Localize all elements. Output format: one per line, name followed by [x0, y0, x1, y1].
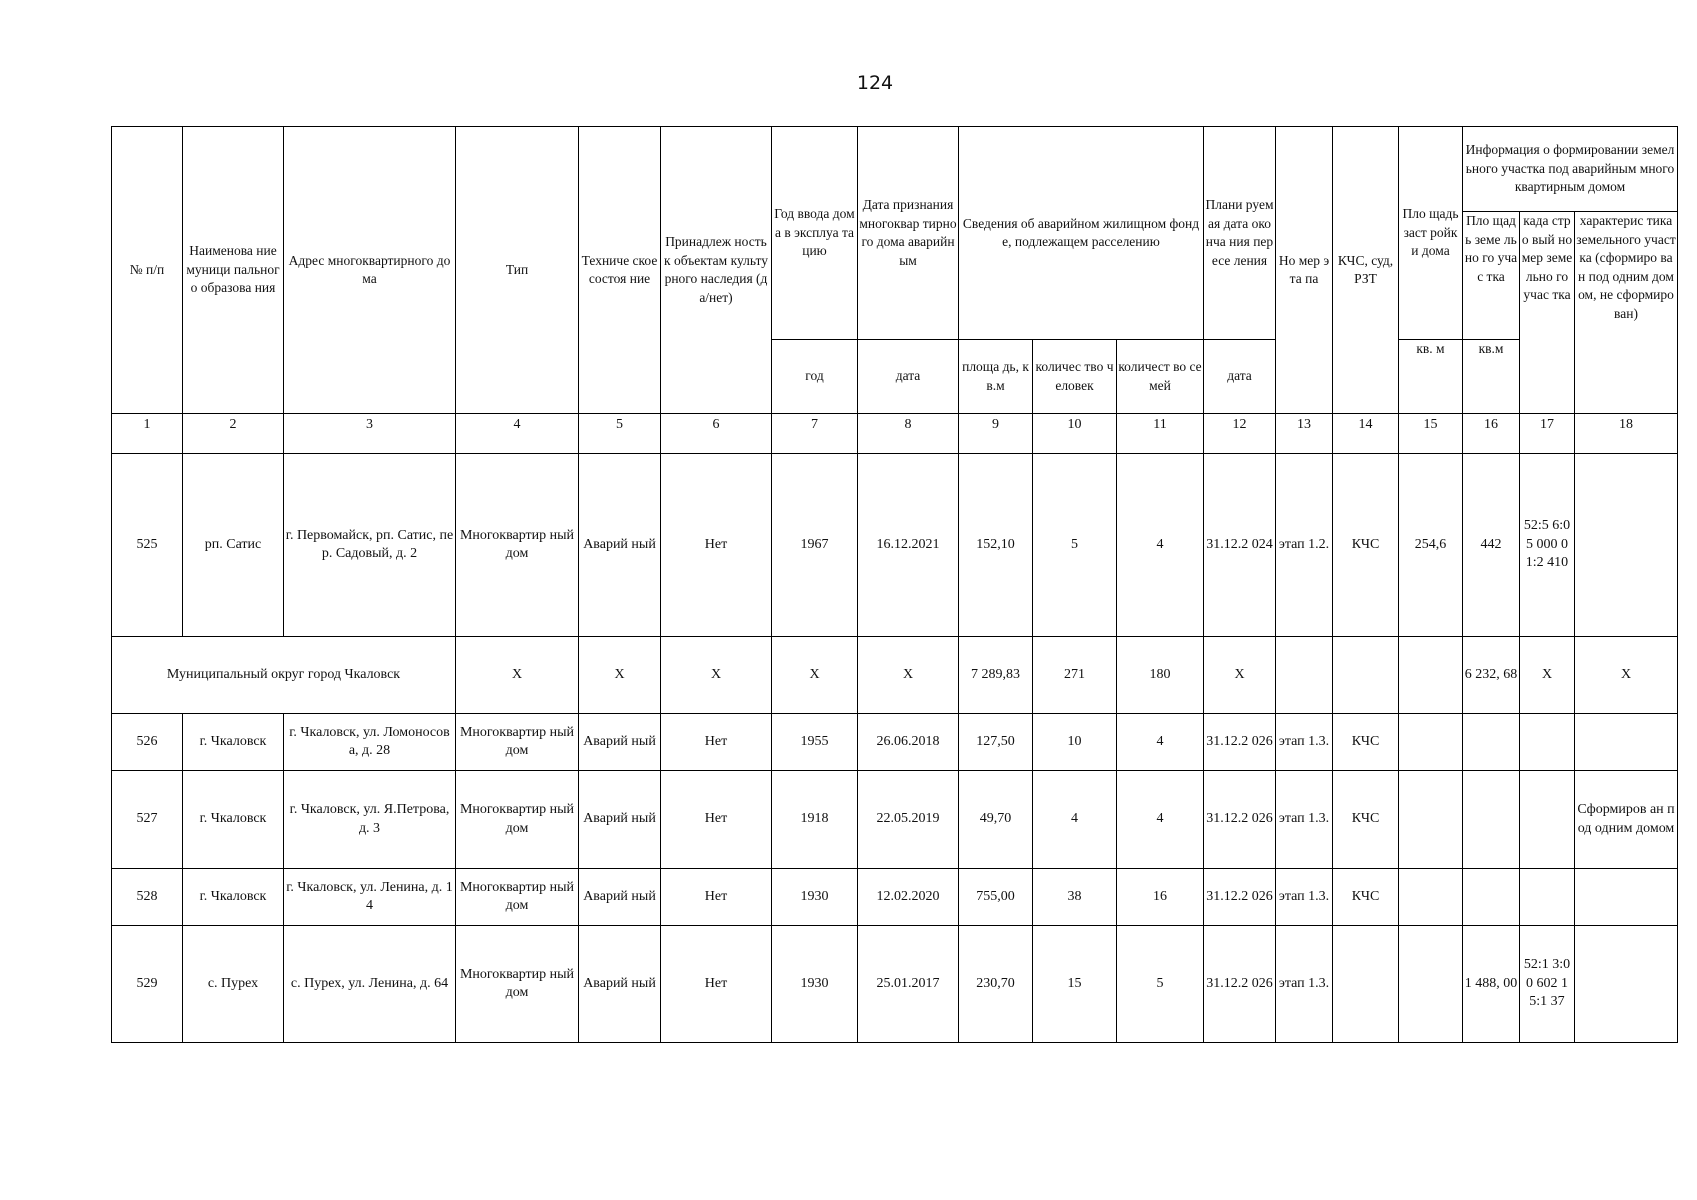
row-area: 127,50 — [959, 714, 1033, 771]
column-number: 16 — [1463, 414, 1520, 454]
subtotal-land-char: X — [1575, 637, 1678, 714]
row-land-char — [1575, 454, 1678, 637]
row-state: Аварий ный — [579, 771, 661, 869]
header-municipality: Наименова ние муници пального образова ния — [183, 127, 284, 414]
subtotal-kchs — [1333, 637, 1399, 714]
row-kchs: КЧС — [1333, 771, 1399, 869]
header-cadastre: када стро вый но мер земе льно го учас тка — [1520, 212, 1575, 414]
header-heritage: Принадлеж ность к объектам культурного наследия (да/нет) — [661, 127, 772, 414]
subtotal-cadastre: X — [1520, 637, 1575, 714]
subheader-people: количес тво человек — [1033, 340, 1117, 414]
row-date: 12.02.2020 — [858, 869, 959, 926]
row-state: Аварий ный — [579, 869, 661, 926]
header-recognition-date: Дата признания многоквар тирного дома аварийным — [858, 127, 959, 340]
row-plan-date: 31.12.2 026 — [1204, 869, 1276, 926]
header-stage: Но мер эта па — [1276, 127, 1333, 414]
row-number: 529 — [112, 926, 183, 1043]
column-number: 3 — [284, 414, 456, 454]
row-heritage: Нет — [661, 926, 772, 1043]
row-heritage: Нет — [661, 454, 772, 637]
row-land-char — [1575, 926, 1678, 1043]
row-people: 10 — [1033, 714, 1117, 771]
header-land-area: Пло щадь земе льно го учас тка — [1463, 212, 1520, 340]
row-kchs: КЧС — [1333, 869, 1399, 926]
row-address: г. Первомайск, рп. Сатис, пер. Садовый, д. 2 — [284, 454, 456, 637]
row-state: Аварий ный — [579, 454, 661, 637]
column-number: 2 — [183, 414, 284, 454]
header-fund-info: Сведения об аварийном жилищном фонде, подлежащем расселению — [959, 127, 1204, 340]
row-people: 15 — [1033, 926, 1117, 1043]
subheader-families: количест во семей — [1117, 340, 1204, 414]
subheader-area: площа дь, кв.м — [959, 340, 1033, 414]
column-number: 11 — [1117, 414, 1204, 454]
row-build-area — [1399, 714, 1463, 771]
row-municipality: с. Пурех — [183, 926, 284, 1043]
subheader-date: дата — [858, 340, 959, 414]
subtotal-area: 7 289,83 — [959, 637, 1033, 714]
row-number: 525 — [112, 454, 183, 637]
row-stage: этап 1.3. — [1276, 926, 1333, 1043]
row-plan-date: 31.12.2 024 — [1204, 454, 1276, 637]
column-number: 17 — [1520, 414, 1575, 454]
column-number: 4 — [456, 414, 579, 454]
row-families: 4 — [1117, 454, 1204, 637]
row-date: 25.01.2017 — [858, 926, 959, 1043]
row-land-area — [1463, 714, 1520, 771]
row-date: 16.12.2021 — [858, 454, 959, 637]
header-build-area: Пло щадь заст ройки дома — [1399, 127, 1463, 340]
column-number: 10 — [1033, 414, 1117, 454]
column-number: 18 — [1575, 414, 1678, 454]
row-type: Многоквартир ный дом — [456, 869, 579, 926]
column-number-row — [112, 414, 1678, 454]
row-plan-date: 31.12.2 026 — [1204, 771, 1276, 869]
header-number: № п/п — [112, 127, 183, 414]
row-state: Аварий ный — [579, 714, 661, 771]
row-municipality: г. Чкаловск — [183, 869, 284, 926]
row-land-area — [1463, 869, 1520, 926]
row-address: г. Чкаловск, ул. Ленина, д. 14 — [284, 869, 456, 926]
row-date: 26.06.2018 — [858, 714, 959, 771]
row-area: 49,70 — [959, 771, 1033, 869]
row-build-area — [1399, 771, 1463, 869]
subtotal-row — [112, 637, 1678, 714]
subheader-year: год — [772, 340, 858, 414]
column-number: 14 — [1333, 414, 1399, 454]
column-number: 13 — [1276, 414, 1333, 454]
row-people: 4 — [1033, 771, 1117, 869]
row-families: 5 — [1117, 926, 1204, 1043]
column-number: 8 — [858, 414, 959, 454]
column-number: 7 — [772, 414, 858, 454]
table-row — [112, 771, 1678, 869]
row-stage: этап 1.2. — [1276, 454, 1333, 637]
column-number: 9 — [959, 414, 1033, 454]
row-type: Многоквартир ный дом — [456, 771, 579, 869]
subtotal-label: Муниципальный округ город Чкаловск — [112, 637, 456, 714]
row-plan-date: 31.12.2 026 — [1204, 926, 1276, 1043]
row-plan-date: 31.12.2 026 — [1204, 714, 1276, 771]
row-build-area — [1399, 926, 1463, 1043]
row-build-area — [1399, 869, 1463, 926]
row-families: 4 — [1117, 714, 1204, 771]
row-cadastre — [1520, 869, 1575, 926]
row-land-area — [1463, 771, 1520, 869]
subtotal-heritage: X — [661, 637, 772, 714]
row-build-area: 254,6 — [1399, 454, 1463, 637]
row-kchs: КЧС — [1333, 454, 1399, 637]
subtotal-plan-date: X — [1204, 637, 1276, 714]
row-address: с. Пурех, ул. Ленина, д. 64 — [284, 926, 456, 1043]
row-area: 152,10 — [959, 454, 1033, 637]
emergency-housing-table — [111, 126, 1678, 1043]
table-row — [112, 454, 1678, 637]
header-planned-date: Плани руемая дата оконча ния пересе ления — [1204, 127, 1276, 340]
row-year: 1918 — [772, 771, 858, 869]
subheader-land-area-unit: кв.м — [1463, 340, 1520, 414]
header-row-1 — [112, 127, 1678, 212]
row-people: 38 — [1033, 869, 1117, 926]
subtotal-year: X — [772, 637, 858, 714]
subtotal-families: 180 — [1117, 637, 1204, 714]
row-land-char — [1575, 714, 1678, 771]
row-kchs: КЧС — [1333, 714, 1399, 771]
row-cadastre: 52:1 3:00 602 15:1 37 — [1520, 926, 1575, 1043]
page-number: 124 — [856, 72, 894, 94]
subtotal-people: 271 — [1033, 637, 1117, 714]
row-number: 528 — [112, 869, 183, 926]
row-number: 526 — [112, 714, 183, 771]
row-address: г. Чкаловск, ул. Ломоносова, д. 28 — [284, 714, 456, 771]
row-heritage: Нет — [661, 771, 772, 869]
header-kchs: КЧС, суд, РЗТ — [1333, 127, 1399, 414]
subtotal-type: X — [456, 637, 579, 714]
table-row — [112, 714, 1678, 771]
row-type: Многоквартир ный дом — [456, 714, 579, 771]
header-tech-state: Техниче ское состоя ние — [579, 127, 661, 414]
row-state: Аварий ный — [579, 926, 661, 1043]
row-land-area: 442 — [1463, 454, 1520, 637]
row-municipality: г. Чкаловск — [183, 771, 284, 869]
subheader-build-area-unit: кв. м — [1399, 340, 1463, 414]
subtotal-land-area: 6 232, 68 — [1463, 637, 1520, 714]
table-row — [112, 926, 1678, 1043]
row-heritage: Нет — [661, 714, 772, 771]
row-heritage: Нет — [661, 869, 772, 926]
row-municipality: г. Чкаловск — [183, 714, 284, 771]
header-address: Адрес многоквартирного дома — [284, 127, 456, 414]
header-land-char: характерис тика земельного участка (сформиро ван под одним домом, не сформиро ван) — [1575, 212, 1678, 414]
row-year: 1967 — [772, 454, 858, 637]
row-land-area: 1 488, 00 — [1463, 926, 1520, 1043]
column-number: 5 — [579, 414, 661, 454]
row-date: 22.05.2019 — [858, 771, 959, 869]
row-stage: этап 1.3. — [1276, 714, 1333, 771]
row-people: 5 — [1033, 454, 1117, 637]
header-land-info: Информация о формировании земельного участка под аварийным многоквартирным домом — [1463, 127, 1678, 212]
row-cadastre: 52:5 6:05 000 01:2 410 — [1520, 454, 1575, 637]
subheader-plan-date: дата — [1204, 340, 1276, 414]
subtotal-date: X — [858, 637, 959, 714]
row-year: 1930 — [772, 869, 858, 926]
row-municipality: рп. Сатис — [183, 454, 284, 637]
header-type: Тип — [456, 127, 579, 414]
row-stage: этап 1.3. — [1276, 771, 1333, 869]
subtotal-build-area — [1399, 637, 1463, 714]
column-number: 1 — [112, 414, 183, 454]
row-area: 755,00 — [959, 869, 1033, 926]
row-cadastre — [1520, 771, 1575, 869]
row-stage: этап 1.3. — [1276, 869, 1333, 926]
row-type: Многоквартир ный дом — [456, 454, 579, 637]
column-number: 12 — [1204, 414, 1276, 454]
row-number: 527 — [112, 771, 183, 869]
row-year: 1930 — [772, 926, 858, 1043]
row-type: Многоквартир ный дом — [456, 926, 579, 1043]
row-address: г. Чкаловск, ул. Я.Петрова, д. 3 — [284, 771, 456, 869]
header-year: Год ввода дома в эксплуа тацию — [772, 127, 858, 340]
row-cadastre — [1520, 714, 1575, 771]
row-families: 16 — [1117, 869, 1204, 926]
row-land-char — [1575, 869, 1678, 926]
column-number: 6 — [661, 414, 772, 454]
column-number: 15 — [1399, 414, 1463, 454]
subtotal-stage — [1276, 637, 1333, 714]
row-families: 4 — [1117, 771, 1204, 869]
table-row — [112, 869, 1678, 926]
subtotal-state: X — [579, 637, 661, 714]
row-land-char: Сформиров ан под одним домом — [1575, 771, 1678, 869]
row-kchs — [1333, 926, 1399, 1043]
row-area: 230,70 — [959, 926, 1033, 1043]
row-year: 1955 — [772, 714, 858, 771]
